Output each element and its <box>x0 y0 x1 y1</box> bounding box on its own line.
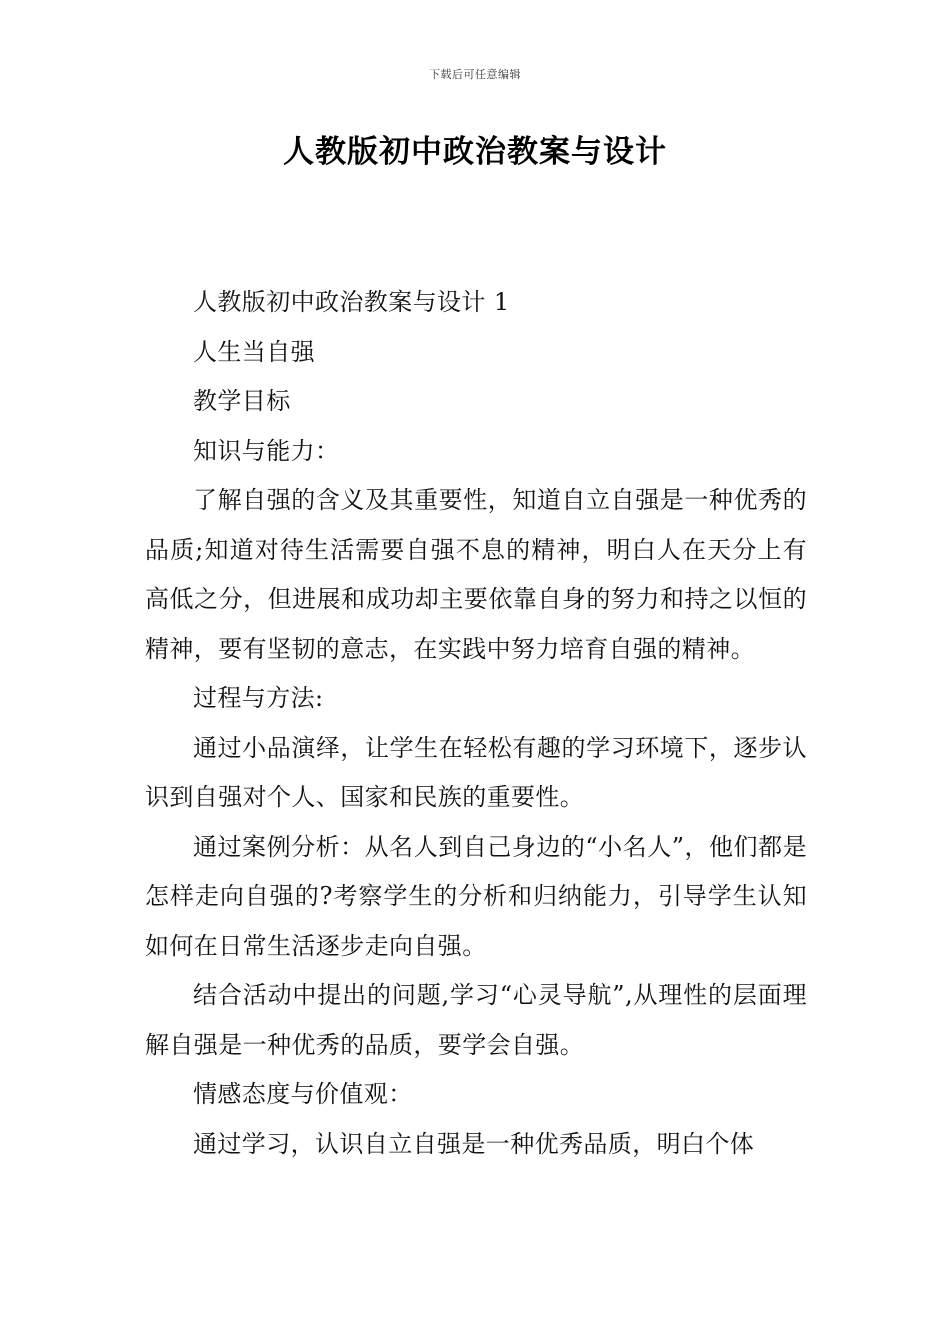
body-paragraph: 通过小品演绎，让学生在轻松有趣的学习环境下，逐步认识到自强对个人、国家和民族的重要性。 <box>145 733 807 811</box>
body-paragraph: 通过学习，认识自立自强是一种优秀品质，明白个体 <box>193 1129 755 1158</box>
subheading-objectives: 教学目标 <box>193 387 291 415</box>
document-body <box>145 278 807 1169</box>
body-paragraph: 结合活动中提出的问题,学习“心灵导航”,从理性的层面理解自强是一种优秀的品质，要学会自强。 <box>145 981 807 1059</box>
section-heading: 人教版初中政治教案与设计 1 <box>193 288 510 316</box>
lesson-title: 人生当自强 <box>193 337 315 366</box>
body-paragraph: 了解自强的含义及其重要性，知道自立自强是一种优秀的品质;知道对待生活需要自强不息的精神，明白人在天分上有高低之分，但进展和成功却主要依靠自身的努力和持之以恒的精神，要有坚韧的意志，在实践中努力培育自强的精神。 <box>145 486 807 663</box>
subheading-process: 过程与方法: <box>193 684 324 712</box>
header-note: 下载后可任意编辑 <box>429 68 521 81</box>
body-paragraph: 通过案例分析：从名人到自己身边的“小名人”，他们都是怎样走向自强的?考察学生的分析和归纳能力，引导学生认知如何在日常生活逐步走向自强。 <box>145 832 807 960</box>
document-title: 人教版初中政治教案与设计 <box>283 134 667 170</box>
subheading-values: 情感态度与价值观： <box>193 1080 413 1108</box>
subheading-knowledge: 知识与能力： <box>193 436 340 465</box>
